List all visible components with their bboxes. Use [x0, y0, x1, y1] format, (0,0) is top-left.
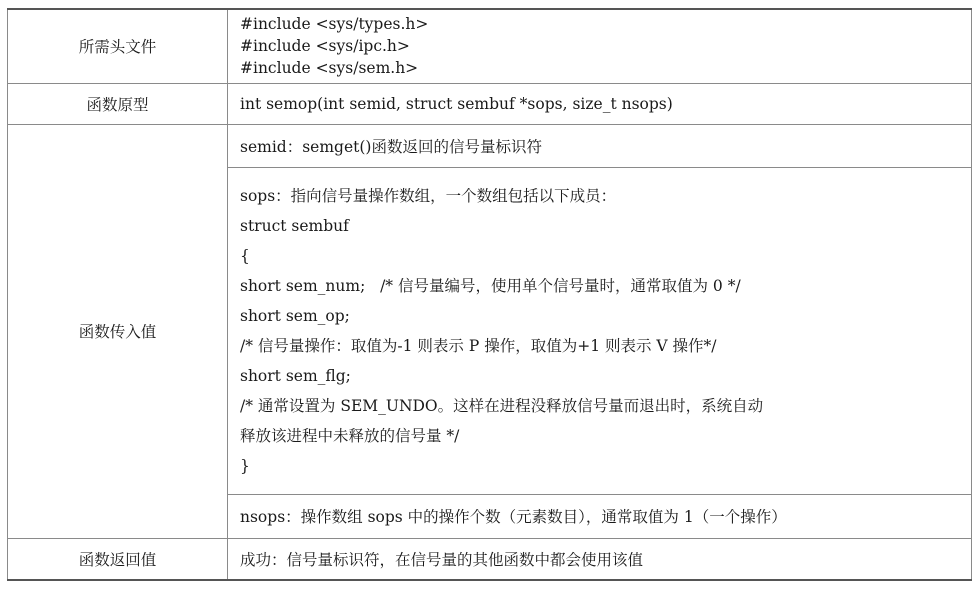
function-spec-table: [7, 8, 972, 581]
include-line: #include <sys/sem.h>: [240, 59, 419, 78]
sops-line: {: [240, 246, 250, 265]
include-line: #include <sys/types.h>: [240, 15, 429, 34]
sops-line: short sem_num; /* 信号量编号，使用单个信号量时，通常取值为 0 */: [240, 276, 741, 295]
return-text: 成功：信号量标识符，在信号量的其他函数中都会使用该值: [228, 538, 972, 580]
sops-line: short sem_flg;: [240, 366, 351, 385]
sops-line: }: [240, 456, 250, 475]
sops-line: short sem_op;: [240, 306, 350, 325]
row-param-semid: [8, 124, 972, 167]
header-includes: [228, 9, 972, 83]
prototype-text: int semop(int semid, struct sembuf *sops, size_t nsops): [228, 83, 972, 124]
row-headers: [8, 9, 972, 83]
label-headers: 所需头文件: [8, 9, 228, 83]
param-nsops: nsops：操作数组 sops 中的操作个数（元素数目），通常取值为 1（一个操作）: [228, 494, 972, 538]
label-return: 函数返回值: [8, 538, 228, 580]
sops-line: 释放该进程中未释放的信号量 */: [240, 426, 460, 445]
label-prototype: 函数原型: [8, 83, 228, 124]
param-semid: semid：semget()函数返回的信号量标识符: [228, 124, 972, 167]
sops-line: struct sembuf: [240, 216, 349, 235]
row-return: [8, 538, 972, 580]
label-params: 函数传入值: [8, 124, 228, 538]
sops-line: /* 信号量操作：取值为-1 则表示 P 操作，取值为+1 则表示 V 操作*/: [240, 336, 717, 355]
row-prototype: [8, 83, 972, 124]
param-sops: [228, 167, 972, 494]
include-line: #include <sys/ipc.h>: [240, 37, 410, 56]
sops-line: sops：指向信号量操作数组，一个数组包括以下成员：: [240, 186, 617, 205]
sops-line: /* 通常设置为 SEM_UNDO。这样在进程没释放信号量而退出时，系统自动: [240, 396, 764, 415]
